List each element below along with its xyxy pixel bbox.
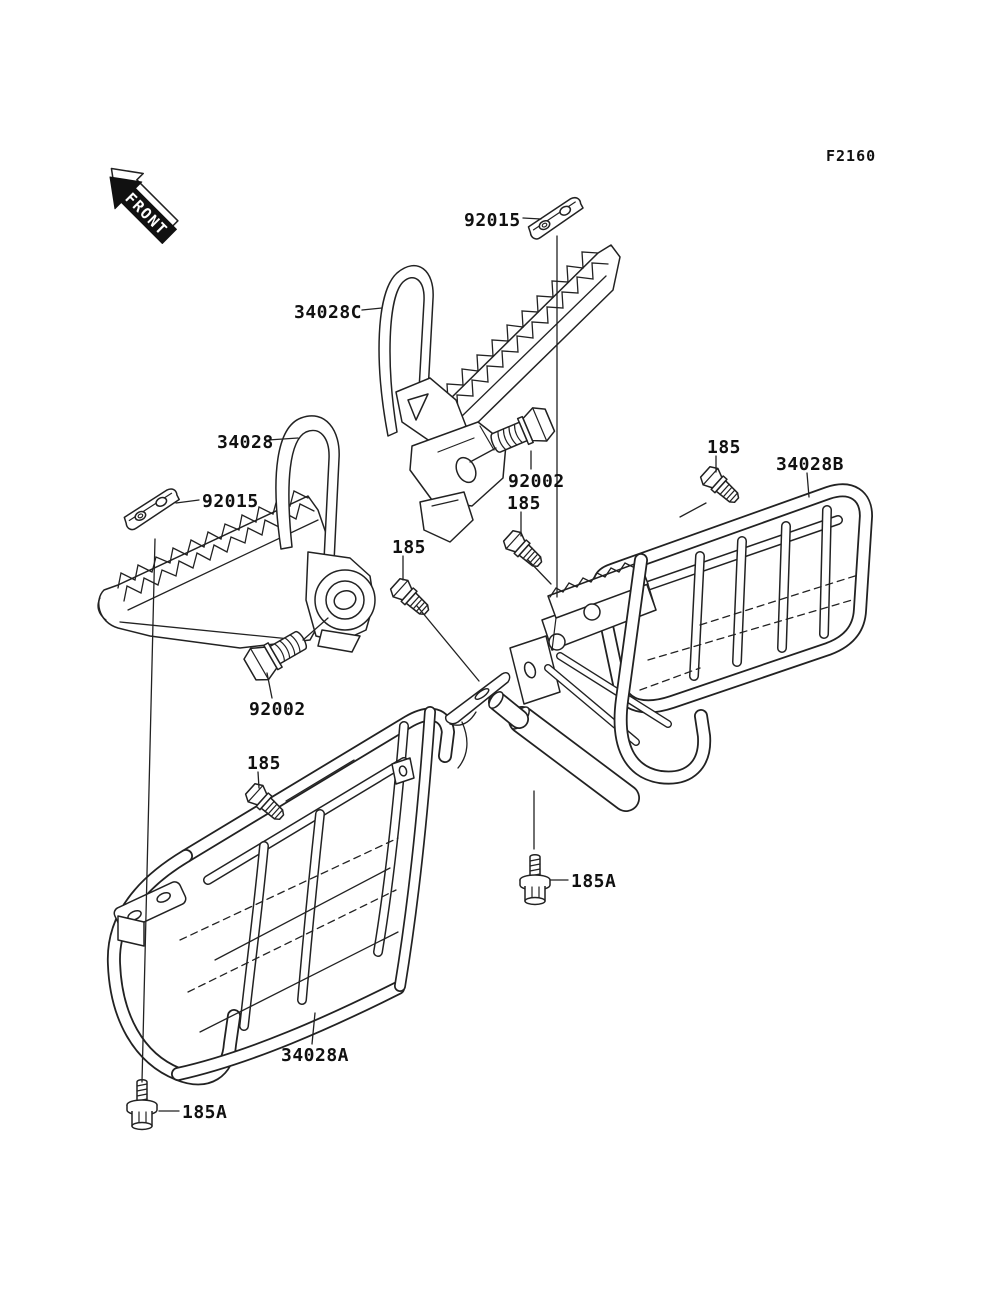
bolt-185-middle: [501, 528, 547, 572]
guard-right-34028b: [486, 490, 866, 798]
label-92015-left: 92015: [202, 491, 259, 512]
guard-left-34028a: [112, 673, 509, 1079]
label-34028a: 34028A: [281, 1045, 350, 1066]
label-185a-bottom: 185A: [182, 1102, 228, 1123]
bolt-185-mid-left: [388, 576, 434, 620]
label-34028b: 34028B: [776, 454, 845, 475]
figure-code: F2160: [826, 147, 877, 165]
label-185-right: 185: [707, 437, 742, 458]
leader-lines: [142, 218, 809, 1111]
label-34028c: 34028C: [294, 302, 363, 323]
label-92002-left: 92002: [249, 699, 306, 720]
label-185a-right: 185A: [571, 871, 617, 892]
clamp-left-92015: [121, 487, 183, 532]
bolt-185a-right: [520, 855, 550, 905]
label-185-left: 185: [247, 753, 282, 774]
label-185-mid-left: 185: [392, 537, 427, 558]
front-arrow-label: FRONT: [121, 189, 172, 240]
front-direction-arrow: [93, 155, 188, 250]
bolt-185-right: [698, 464, 744, 508]
footrest-top-34028c: [379, 245, 620, 542]
bolt-185a-bottom-left: [127, 1080, 157, 1130]
label-92015-top: 92015: [464, 210, 521, 231]
label-34028: 34028: [217, 432, 274, 453]
label-185-middle: 185: [507, 493, 542, 514]
label-92002-middle: 92002: [508, 471, 565, 492]
